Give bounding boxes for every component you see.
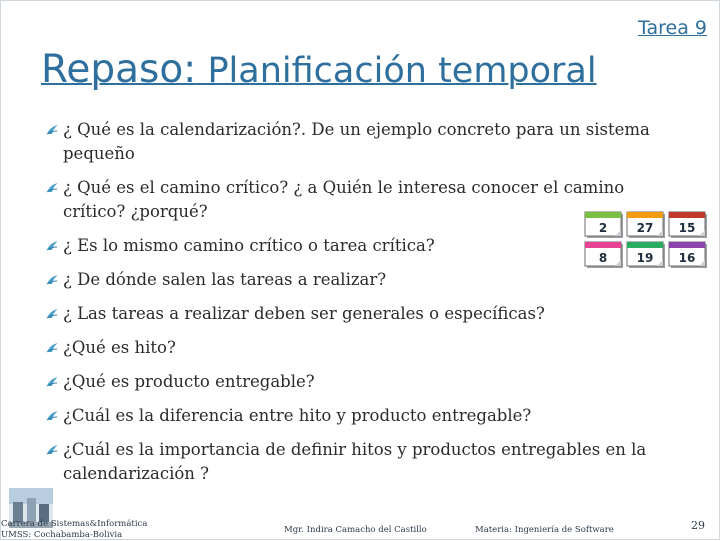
tarea-link[interactable]: Tarea 9 (638, 17, 707, 39)
question-line: ¿Qué es producto entregable? (63, 372, 315, 391)
title-part-2: Planificación temporal (196, 51, 597, 91)
question-line: pequeño (63, 144, 135, 163)
question-line: ¿ Es lo mismo camino crítico o tarea crítica? (63, 236, 435, 255)
question-list (45, 118, 695, 486)
bullet-icon (45, 341, 60, 355)
calendar-page (627, 242, 665, 268)
question-line: ¿ Qué es el camino crítico? ¿ a Quién le interesa conocer el camino (63, 178, 625, 197)
calendar-day-number: 15 (678, 221, 696, 235)
bullet-icon (45, 239, 60, 253)
question-item (45, 118, 695, 166)
slide-title (41, 47, 597, 92)
bullet-icon (45, 375, 60, 389)
question-item (45, 404, 695, 428)
bullet-icon (45, 273, 60, 287)
footer-subject: Materia: Ingeniería de Software (475, 525, 614, 535)
calendar-page (585, 212, 623, 238)
bullet-icon (45, 307, 60, 321)
question-line: ¿ Qué es la calendarización?. De un ejemplo concreto para un sistema (63, 120, 650, 139)
page-number: 29 (691, 519, 705, 532)
question-item (45, 268, 695, 292)
calendar-day-number: 19 (636, 251, 654, 265)
calendar-day-number: 27 (636, 221, 654, 235)
question-item (45, 438, 695, 486)
calendar-page (627, 212, 665, 238)
bullet-icon (45, 409, 60, 423)
question-line: ¿Cuál es la diferencia entre hito y producto entregable? (63, 406, 532, 425)
calendar-page (585, 242, 623, 268)
calendar-page (669, 242, 707, 268)
question-item (45, 302, 695, 326)
calendar-page (669, 212, 707, 238)
bullet-icon (45, 123, 60, 137)
question-line: calendarización ? (63, 464, 210, 483)
question-item (45, 370, 695, 394)
footer-university: UMSS: Cochabamba-Bolivia (1, 530, 123, 540)
question-line: ¿ De dónde salen las tareas a realizar? (63, 270, 387, 289)
footer-author: Mgr. Indira Camacho del Castillo (284, 525, 427, 535)
bullet-icon (45, 443, 60, 457)
calendar-pages-icon (581, 209, 709, 269)
question-line: crítico? ¿porqué? (63, 202, 208, 221)
calendar-day-number: 8 (598, 251, 608, 265)
footer-career: Carrera de Sistemas&Informática (1, 519, 148, 529)
calendar-day-number: 2 (598, 221, 608, 235)
question-line: ¿Cuál es la importancia de definir hitos y productos entregables en la (63, 440, 647, 459)
bullet-icon (45, 181, 60, 195)
question-line: ¿ Las tareas a realizar deben ser generales o específicas? (63, 304, 545, 323)
title-part-1: Repaso: (41, 47, 197, 92)
footer-institution (1, 519, 147, 541)
question-line: ¿Qué es hito? (63, 338, 176, 357)
calendar-day-number: 16 (678, 251, 696, 265)
question-item (45, 336, 695, 360)
